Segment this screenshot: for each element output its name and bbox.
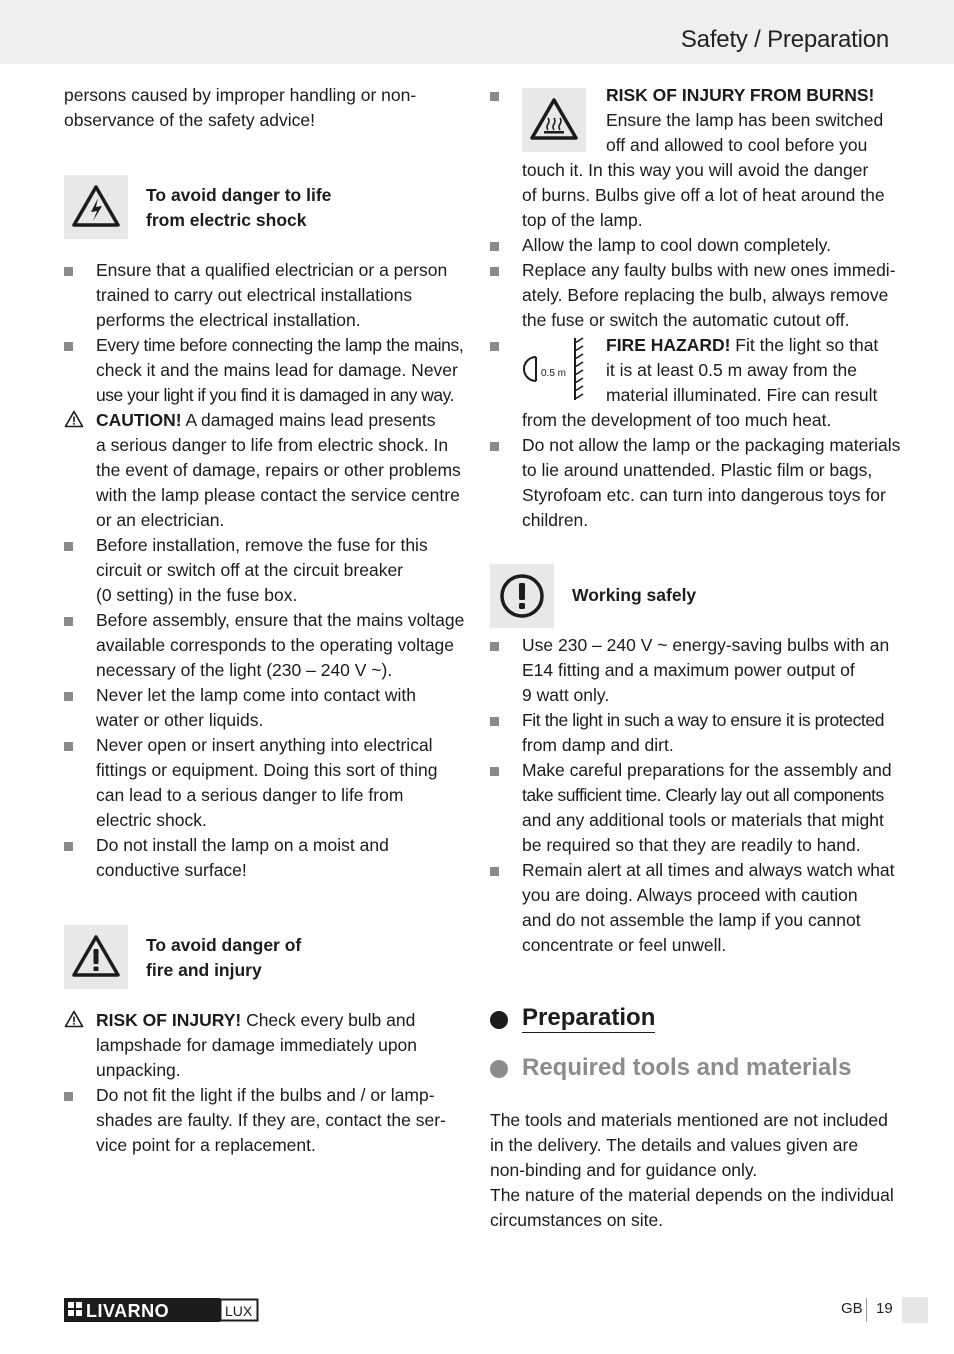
text-line: available corresponds to the operating voltage [96,635,455,655]
footer-tab-marker [902,1297,928,1323]
caution-label: RISK OF INJURY! [96,1010,242,1030]
heading-line: from electric shock [146,210,307,230]
bullet-marker [490,642,499,651]
burns-item-continued [522,158,885,233]
text-line: persons caused by improper handling or non- [64,85,417,105]
text-line: Ensure the lamp has been switched [606,110,884,130]
bullet-marker [64,542,73,551]
footer-divider [866,1298,867,1322]
text-line: Before installation, remove the fuse for this [96,535,428,555]
tools-paragraph [490,1108,894,1233]
tools-heading: Required tools and materials [522,1054,852,1081]
caution-label: CAUTION! [96,410,182,430]
livarno-lux-logo [64,1298,259,1322]
bullet-marker [64,1092,73,1101]
text-line: shades are faulty. If they are, contact the ser- [96,1110,446,1130]
text-line: to lie around unattended. Plastic film or bags, [522,460,873,480]
fire-hazard-continued [522,408,831,433]
text-line: Ensure that a qualified electrician or a person [96,260,448,280]
text-line: from damp and dirt. [522,735,674,755]
list-item [522,633,889,708]
distance-label: 0.5 m [541,368,567,379]
text-line: use your light if you find it is damaged in any way. [96,385,454,405]
text-line: vice point for a replacement. [96,1135,316,1155]
text-line: Check every bulb and [241,1010,416,1030]
list-item [522,758,892,858]
text-line: a serious danger to life from electric shock. In [96,435,449,455]
bullet-marker [64,617,73,626]
section-bullet-dot [490,1011,508,1029]
text-line: from the development of too much heat. [522,410,832,430]
text-line: circuit or switch off at the circuit breaker [96,560,404,580]
caution-item [96,408,461,533]
list-item [96,608,464,683]
bullet-marker [490,867,499,876]
text-line: Every time before connecting the lamp the mains, [96,335,464,355]
logo-suffix-text: LUX [225,1303,253,1319]
caution-warning-icon [64,410,84,428]
working-safely-heading: Working safely [572,585,697,605]
text-line: or an electrician. [96,510,225,530]
bullet-marker [490,342,499,351]
text-line: Do not allow the lamp or the packaging materials [522,435,901,455]
text-line: Replace any faulty bulbs with new ones immedi- [522,260,896,280]
text-line: Fit the light so that [730,335,879,355]
text-line: off and allowed to cool before you [606,135,868,155]
list-item [96,733,437,833]
bullet-marker [490,92,499,101]
text-line: and any additional tools or materials that might [522,810,884,830]
footer-language: GB [841,1300,863,1317]
text-line: Do not fit the light if the bulbs and / or lamp- [96,1085,435,1105]
text-line: check it and the mains lead for damage. Never [96,360,458,380]
text-line: Before assembly, ensure that the mains voltage [96,610,465,630]
text-line: of burns. Bulbs give off a lot of heat around the [522,185,885,205]
text-line: Fit the light in such a way to ensure it is protected [522,710,885,730]
bullet-marker [490,242,499,251]
logo-brand-text: LIVARNO [86,1301,170,1321]
text-line: you are doing. Always proceed with caution [522,885,858,905]
text-line: Allow the lamp to cool down completely. [522,235,831,255]
text-line: and do not assemble the lamp if you cannot [522,910,861,930]
list-item [522,858,895,958]
fire-section-heading [146,933,301,983]
list-item [96,1083,446,1158]
heading-line: To avoid danger of [146,935,302,955]
exclamation-icon [490,564,554,628]
bullet-marker [490,717,499,726]
intro-text [64,83,416,133]
bullet-marker [64,267,73,276]
text-line: Remain alert at all times and always watch what [522,860,895,880]
burns-label: RISK OF INJURY FROM BURNS! [606,85,875,105]
text-line: be required so that they are readily to hand. [522,835,861,855]
bullet-marker [64,692,73,701]
fire-hazard-item [606,333,878,408]
list-item [96,683,416,733]
text-line: in the delivery. The details and values given are [490,1135,859,1155]
text-line: observance of the safety advice! [64,110,315,130]
page-number: 19 [876,1300,893,1317]
text-line: Styrofoam etc. can turn into dangerous toys for [522,485,886,505]
text-line: trained to carry out electrical installations [96,285,413,305]
text-line: A damaged mains lead presents [181,410,436,430]
text-line: ately. Before replacing the bulb, always remove [522,285,889,305]
text-line: The tools and materials mentioned are not included [490,1110,888,1130]
text-line: (0 setting) in the fuse box. [96,585,298,605]
hot-surface-warning-icon [522,88,586,152]
text-line: circumstances on site. [490,1210,664,1230]
text-line: children. [522,510,589,530]
text-line: concentrate or feel unwell. [522,935,727,955]
text-line: Use 230 – 240 V ~ energy-saving bulbs with an [522,635,890,655]
text-line: the fuse or switch the automatic cutout off. [522,310,850,330]
caution-item [96,1008,417,1083]
text-line: with the lamp please contact the service centre [96,485,460,505]
text-line: Do not install the lamp on a moist and [96,835,389,855]
heading-line: To avoid danger to life [146,185,332,205]
text-line: it is at least 0.5 m away from the [606,360,857,380]
text-line: top of the lamp. [522,210,643,230]
list-item [522,433,900,533]
list-item [96,533,428,608]
bullet-marker [64,742,73,751]
electric-shock-warning-icon [64,175,128,239]
text-line: the event of damage, repairs or other problems [96,460,461,480]
text-line: Never open or insert anything into electrical [96,735,433,755]
fire-hazard-label: FIRE HAZARD! [606,335,731,355]
list-item [96,833,389,883]
text-line: fittings or equipment. Doing this sort of thing [96,760,438,780]
burns-item [606,83,883,158]
text-line: necessary of the light (230 – 240 V ~). [96,660,393,680]
electric-section-heading [146,183,331,233]
list-item [522,233,831,258]
text-line: electric shock. [96,810,207,830]
text-line: take sufficient time. Clearly lay out all components [522,785,884,805]
text-line: water or other liquids. [96,710,264,730]
list-item [96,333,463,408]
page-title: Safety / Preparation [680,26,889,53]
text-line: Never let the lamp come into contact with [96,685,417,705]
bullet-marker [64,842,73,851]
preparation-heading: Preparation [522,1004,656,1031]
text-line: touch it. In this way you will avoid the danger [522,160,869,180]
general-warning-icon [64,925,128,989]
text-line: Make careful preparations for the assembly and [522,760,892,780]
text-line: The nature of the material depends on the individual [490,1185,894,1205]
section-bullet-dot [490,1060,508,1078]
heading-line: fire and injury [146,960,262,980]
list-item [522,708,884,758]
list-item [96,258,447,333]
bullet-marker [490,267,499,276]
text-line: 9 watt only. [522,685,610,705]
text-line: non-binding and for guidance only. [490,1160,758,1180]
text-line: performs the electrical installation. [96,310,361,330]
distance-0-5m-icon [522,336,588,402]
text-line: can lead to a serious danger to life from [96,785,404,805]
text-line: E14 fitting and a maximum power output of [522,660,855,680]
text-line: conductive surface! [96,860,247,880]
text-line: unpacking. [96,1060,181,1080]
bullet-marker [490,767,499,776]
text-line: lampshade for damage immediately upon [96,1035,418,1055]
bullet-marker [490,442,499,451]
list-item [522,258,896,333]
bullet-marker [64,342,73,351]
text-line: material illuminated. Fire can result [606,385,878,405]
caution-warning-icon [64,1010,84,1028]
